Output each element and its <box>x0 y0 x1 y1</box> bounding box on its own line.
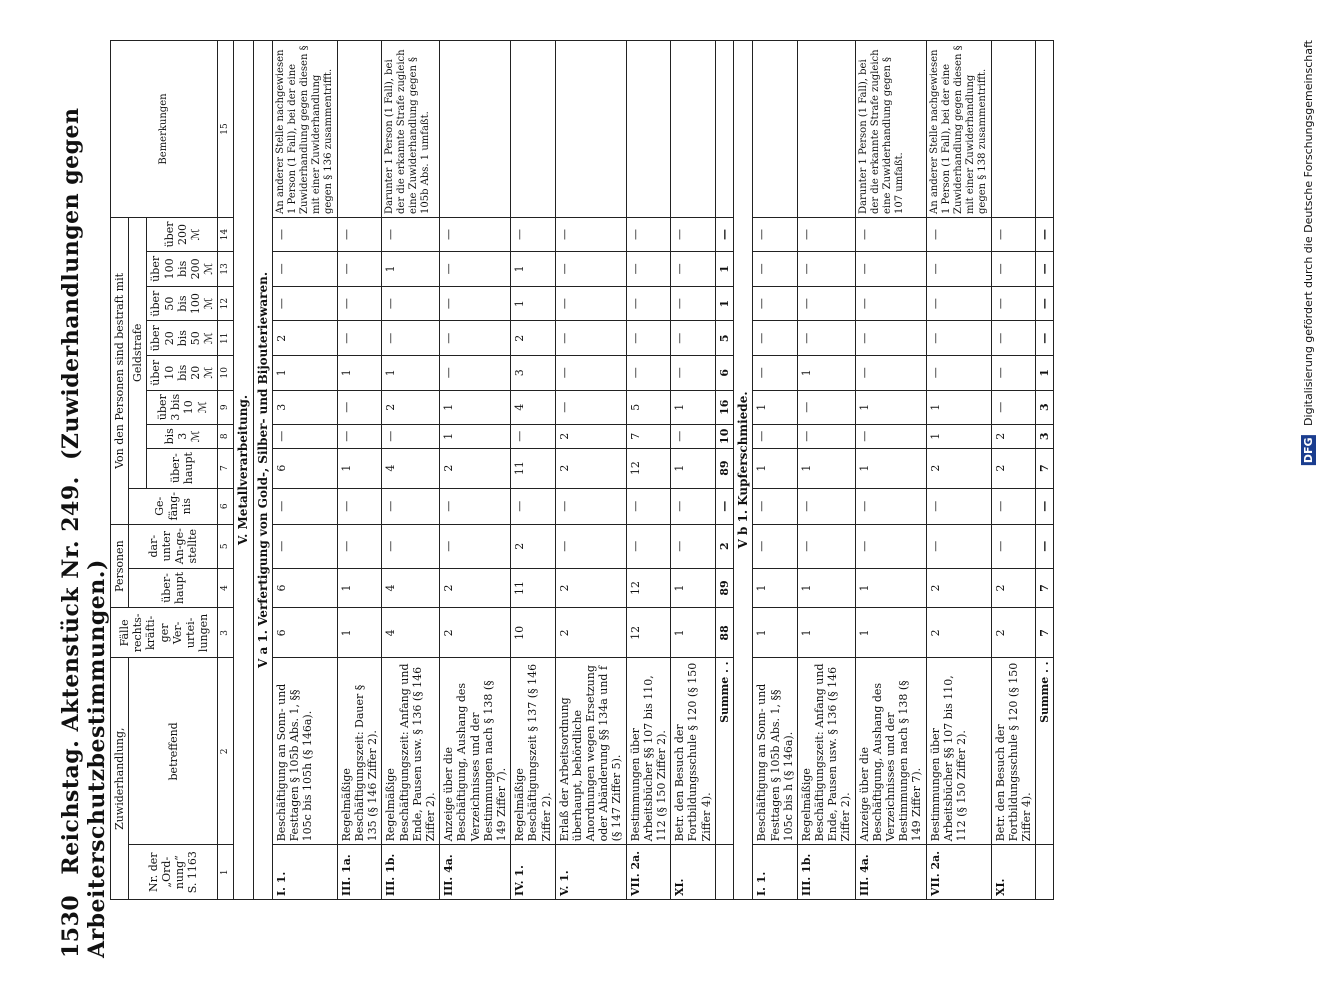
colnum: 7 <box>218 448 234 488</box>
row-value-c7: 2 <box>926 448 991 488</box>
page-header <box>58 0 110 958</box>
colnum: 9 <box>218 390 234 424</box>
row-description: Regelmäßige Beschäftigungszeit § 137 (§ 146 Ziffer 2). <box>511 658 556 845</box>
row-value-c4: 1 <box>753 568 798 608</box>
col-g1: bis 3 ℳ <box>147 424 218 448</box>
row-value-c4: 2 <box>926 568 991 608</box>
row-remark <box>440 41 511 218</box>
table-row <box>511 41 556 900</box>
row-remark <box>753 41 798 218</box>
sum-remark-empty <box>1036 41 1054 218</box>
row-value-c14: — <box>555 218 626 252</box>
row-description: Bestimmungen über Arbeitsbücher §§ 107 bis 110, 112 (§ 150 Ziffer 2). <box>626 658 671 845</box>
row-remark <box>626 41 671 218</box>
row-value-c10: — <box>555 356 626 391</box>
table-row <box>671 41 716 900</box>
row-value-c12: — <box>926 286 991 321</box>
row-value-c13: 1 <box>382 251 440 286</box>
row-value-c13: — <box>671 251 716 286</box>
row-value-c3: 1 <box>797 608 855 658</box>
row-value-c3: 1 <box>753 608 798 658</box>
row-value-c11: — <box>926 321 991 356</box>
row-value-c12: — <box>991 286 1036 321</box>
row-value-c3: 1 <box>671 608 716 658</box>
row-value-c10: 1 <box>272 356 337 391</box>
row-value-c10: 1 <box>382 356 440 391</box>
row-value-c13: — <box>991 251 1036 286</box>
row-value-c8: — <box>337 424 382 448</box>
row-value-c7: 2 <box>555 448 626 488</box>
row-value-c4: 1 <box>855 568 926 608</box>
colnum: 10 <box>218 356 234 391</box>
table-row <box>382 41 440 900</box>
row-remark <box>555 41 626 218</box>
row-value-c8: — <box>855 424 926 448</box>
sum-value-c7: 7 <box>1036 448 1054 488</box>
row-remark <box>991 41 1036 218</box>
row-code: I. 1. <box>753 845 798 900</box>
section-heading: V. Metallverarbeitung. <box>234 41 253 900</box>
row-value-c6: — <box>382 488 440 524</box>
row-remark <box>511 41 556 218</box>
row-value-c6: — <box>797 488 855 524</box>
row-code: III. 4a. <box>855 845 926 900</box>
row-value-c11: 2 <box>511 321 556 356</box>
col-geld-ueberhaupt: über-haupt <box>147 448 218 488</box>
table-row <box>555 41 626 900</box>
row-value-c5: — <box>797 524 855 568</box>
row-value-c5: — <box>382 524 440 568</box>
document-subtitle: (Zuwiderhandlungen gegen Arbeiterschutzbestimmungen.) <box>58 107 110 958</box>
col-g2: über 3 bis 10 ℳ <box>147 390 218 424</box>
row-value-c9: 1 <box>440 390 511 424</box>
col-personen: Personen <box>111 524 129 608</box>
sum-value-c4: 89 <box>715 568 733 608</box>
row-value-c5: — <box>855 524 926 568</box>
row-value-c9: — <box>337 390 382 424</box>
page-number: 1530 <box>58 894 84 958</box>
sum-value-c11: — <box>1036 321 1054 356</box>
row-code: III. 1b. <box>382 845 440 900</box>
row-value-c12: — <box>671 286 716 321</box>
row-value-c11: — <box>671 321 716 356</box>
colnum: 11 <box>218 321 234 356</box>
col-faelle: Fälle rechts-kräfti-ger Ver-urtei-lungen <box>111 608 218 658</box>
row-description: Betr. den Besuch der Fortbildungsschule § 120 (§ 150 Ziffer 4). <box>991 658 1036 845</box>
row-description: Erlaß der Arbeitsordnung überhaupt, behördliche Anordnungen wegen Ersetzung oder Abänderung §§ 134a und f (§ 147 Ziffer 5). <box>555 658 626 845</box>
row-value-c11: — <box>991 321 1036 356</box>
colnum: 1 <box>218 845 234 900</box>
col-nr: Nr. der „Ord-nung“ S. 1163 <box>129 845 218 900</box>
sum-value-c7: 89 <box>715 448 733 488</box>
table-row <box>272 41 337 900</box>
row-value-c7: 1 <box>797 448 855 488</box>
colnum: 3 <box>218 608 234 658</box>
row-value-c10: — <box>440 356 511 391</box>
row-value-c14: — <box>753 218 798 252</box>
row-value-c10: 3 <box>511 356 556 391</box>
row-remark: Darunter 1 Person (1 Fall), bei der die erkannte Strafe zugleich eine Zuwiderhandlung gegen § 107 umfaßt. <box>855 41 926 218</box>
row-remark <box>671 41 716 218</box>
row-value-c3: 1 <box>337 608 382 658</box>
sum-value-c3: 7 <box>1036 608 1054 658</box>
row-value-c9: 1 <box>926 390 991 424</box>
row-value-c7: 6 <box>272 448 337 488</box>
col-g5: über 50 bis 100 ℳ <box>147 286 218 321</box>
row-value-c9: 1 <box>753 390 798 424</box>
row-value-c4: 2 <box>555 568 626 608</box>
row-value-c4: 1 <box>671 568 716 608</box>
row-value-c4: 1 <box>797 568 855 608</box>
row-value-c14: — <box>382 218 440 252</box>
table-row <box>926 41 991 900</box>
sum-row <box>715 41 733 900</box>
sum-value-c11: 5 <box>715 321 733 356</box>
sum-label: Summe . . <box>1036 658 1054 845</box>
document-title: Reichstag. Aktenstück Nr. 249. <box>58 476 84 875</box>
row-value-c12: — <box>555 286 626 321</box>
row-value-c5: — <box>753 524 798 568</box>
colnum: 4 <box>218 568 234 608</box>
row-value-c3: 6 <box>272 608 337 658</box>
row-value-c14: — <box>272 218 337 252</box>
sum-empty <box>1036 845 1054 900</box>
colnum: 15 <box>218 41 234 218</box>
row-value-c14: — <box>926 218 991 252</box>
row-value-c13: — <box>926 251 991 286</box>
col-g3: über 10 bis 20 ℳ <box>147 356 218 391</box>
row-value-c7: 1 <box>753 448 798 488</box>
column-number-row <box>218 41 234 900</box>
row-code: III. 1a. <box>337 845 382 900</box>
row-value-c11: — <box>555 321 626 356</box>
sum-value-c5: 2 <box>715 524 733 568</box>
row-value-c9: — <box>555 390 626 424</box>
row-value-c8: 1 <box>926 424 991 448</box>
row-value-c12: — <box>440 286 511 321</box>
row-value-c9: 2 <box>382 390 440 424</box>
row-value-c11: — <box>440 321 511 356</box>
sum-value-c3: 88 <box>715 608 733 658</box>
col-geldstrafe: Geldstrafe <box>129 218 147 489</box>
col-g7: über 200 ℳ <box>147 218 218 252</box>
dfg-side-note <box>1301 40 1316 465</box>
row-value-c6: — <box>753 488 798 524</box>
row-value-c14: — <box>797 218 855 252</box>
row-value-c9: 1 <box>855 390 926 424</box>
row-value-c3: 2 <box>555 608 626 658</box>
row-value-c5: — <box>626 524 671 568</box>
row-value-c7: 1 <box>337 448 382 488</box>
row-value-c4: 12 <box>626 568 671 608</box>
row-value-c3: 12 <box>626 608 671 658</box>
col-von-den-personen: Von den Personen sind bestraft mit <box>111 218 129 525</box>
row-code: XI. <box>671 845 716 900</box>
colnum: 14 <box>218 218 234 252</box>
row-value-c3: 1 <box>855 608 926 658</box>
row-value-c6: — <box>626 488 671 524</box>
row-remark: An anderer Stelle nachgewiesen 1 Person (1 Fall), bei der eine Zuwiderhandlung gegen diesen § mit einer Zuwiderhandlung gegen § 136 zusammentrifft. <box>272 41 337 218</box>
row-value-c6: — <box>855 488 926 524</box>
row-value-c3: 2 <box>440 608 511 658</box>
row-value-c4: 11 <box>511 568 556 608</box>
sum-value-c13: — <box>1036 251 1054 286</box>
row-value-c7: 4 <box>382 448 440 488</box>
row-value-c10: — <box>926 356 991 391</box>
row-value-c7: 12 <box>626 448 671 488</box>
row-value-c8: — <box>671 424 716 448</box>
row-value-c10: — <box>671 356 716 391</box>
sum-value-c14: — <box>715 218 733 252</box>
row-value-c6: — <box>555 488 626 524</box>
sum-label: Summe . . <box>715 658 733 845</box>
row-value-c9: 4 <box>511 390 556 424</box>
row-value-c12: — <box>337 286 382 321</box>
table-row <box>753 41 798 900</box>
row-value-c14: — <box>671 218 716 252</box>
row-value-c3: 2 <box>991 608 1036 658</box>
row-code: VII. 2a. <box>926 845 991 900</box>
row-value-c8: 7 <box>626 424 671 448</box>
sum-value-c10: 1 <box>1036 356 1054 391</box>
row-value-c12: — <box>272 286 337 321</box>
row-value-c4: 1 <box>337 568 382 608</box>
table-row <box>440 41 511 900</box>
row-value-c9: 1 <box>671 390 716 424</box>
row-code: V. 1. <box>555 845 626 900</box>
row-value-c10: — <box>855 356 926 391</box>
row-description: Bestimmungen über Arbeitsbücher §§ 107 bis 110, 112 (§ 150 Ziffer 2). <box>926 658 991 845</box>
row-value-c10: — <box>753 356 798 391</box>
row-value-c4: 4 <box>382 568 440 608</box>
row-value-c6: — <box>337 488 382 524</box>
table-row <box>626 41 671 900</box>
row-code: III. 4a. <box>440 845 511 900</box>
row-code: VII. 2a. <box>626 845 671 900</box>
table-row <box>337 41 382 900</box>
row-value-c6: — <box>991 488 1036 524</box>
row-value-c4: 6 <box>272 568 337 608</box>
sum-value-c8: 3 <box>1036 424 1054 448</box>
sum-value-c14: — <box>1036 218 1054 252</box>
row-remark <box>797 41 855 218</box>
row-code: I. 1. <box>272 845 337 900</box>
row-remark: An anderer Stelle nachgewiesen 1 Person (1 Fall), bei der eine Zuwiderhandlung gegen diesen § mit einer Zuwiderhandlung gegen § 138 zusammentrifft. <box>926 41 991 218</box>
row-value-c10: — <box>626 356 671 391</box>
col-zuwiderhandlung: Zuwiderhandlung, <box>111 658 129 900</box>
row-value-c11: 2 <box>272 321 337 356</box>
table-row <box>855 41 926 900</box>
table-row <box>991 41 1036 900</box>
col-g6: über 100 bis 200 ℳ <box>147 251 218 286</box>
colnum: 6 <box>218 488 234 524</box>
row-value-c14: — <box>511 218 556 252</box>
row-value-c8: — <box>272 424 337 448</box>
col-bemerkungen: Bemerkungen <box>111 41 218 218</box>
sum-value-c9: 3 <box>1036 390 1054 424</box>
row-value-c8: 2 <box>555 424 626 448</box>
row-value-c13: 1 <box>511 251 556 286</box>
row-value-c11: — <box>753 321 798 356</box>
table-row <box>797 41 855 900</box>
row-value-c9: 5 <box>626 390 671 424</box>
col-gefaengnis: Ge-fäng-nis <box>129 488 218 524</box>
row-value-c7: 1 <box>671 448 716 488</box>
sum-remark-empty <box>715 41 733 218</box>
row-value-c8: 1 <box>440 424 511 448</box>
colnum: 5 <box>218 524 234 568</box>
row-value-c12: — <box>626 286 671 321</box>
row-value-c8: — <box>382 424 440 448</box>
row-value-c7: 2 <box>991 448 1036 488</box>
row-value-c8: — <box>753 424 798 448</box>
row-description: Beschäftigung an Sonn- und Festtagen § 105b Abs. 1, §§ 105c bis h (§ 146a). <box>753 658 798 845</box>
col-g4: über 20 bis 50 ℳ <box>147 321 218 356</box>
row-value-c7: 11 <box>511 448 556 488</box>
sum-value-c13: 1 <box>715 251 733 286</box>
colnum: 12 <box>218 286 234 321</box>
row-value-c13: — <box>626 251 671 286</box>
dfg-note-text: Digitalisierung gefördert durch die Deutsche Forschungsgemeinschaft <box>1302 40 1315 426</box>
sum-value-c4: 7 <box>1036 568 1054 608</box>
row-value-c5: — <box>272 524 337 568</box>
row-value-c13: — <box>337 251 382 286</box>
row-value-c7: 1 <box>855 448 926 488</box>
dfg-logo: DFG <box>1302 437 1315 464</box>
sum-value-c8: 10 <box>715 424 733 448</box>
row-value-c13: — <box>440 251 511 286</box>
row-value-c3: 2 <box>926 608 991 658</box>
row-value-c5: — <box>671 524 716 568</box>
row-value-c7: 2 <box>440 448 511 488</box>
row-value-c13: — <box>272 251 337 286</box>
row-remark: Darunter 1 Person (1 Fall), bei der die erkannte Strafe zugleich eine Zuwiderhandlung gegen § 105b Abs. 1 umfaßt. <box>382 41 440 218</box>
row-value-c12: — <box>855 286 926 321</box>
section-a-body <box>234 41 734 900</box>
colnum: 13 <box>218 251 234 286</box>
section-subheading: V b 1. Kupferschmiede. <box>733 41 752 900</box>
row-code: XI. <box>991 845 1036 900</box>
row-value-c6: — <box>511 488 556 524</box>
row-value-c10: — <box>991 356 1036 391</box>
row-value-c12: — <box>753 286 798 321</box>
row-value-c10: 1 <box>797 356 855 391</box>
row-value-c14: — <box>440 218 511 252</box>
sum-value-c9: 16 <box>715 390 733 424</box>
row-value-c6: — <box>671 488 716 524</box>
row-value-c9: — <box>991 390 1036 424</box>
row-value-c5: — <box>337 524 382 568</box>
row-description: Regelmäßige Beschäftigungszeit: Dauer § 135 (§ 146 Ziffer 2). <box>337 658 382 845</box>
row-value-c11: — <box>797 321 855 356</box>
row-description: Beschäftigung an Sonn- und Festtagen § 105b Abs. 1, §§ 105c bis 105h (§ 146a). <box>272 658 337 845</box>
row-value-c5: 2 <box>511 524 556 568</box>
row-value-c9: 3 <box>272 390 337 424</box>
colnum: 2 <box>218 658 234 845</box>
row-value-c8: — <box>797 424 855 448</box>
row-value-c11: — <box>626 321 671 356</box>
colnum: 8 <box>218 424 234 448</box>
sum-empty <box>715 845 733 900</box>
section-subheading: V a 1. Verfertigung von Gold-, Silber- und Bijouteriewaren. <box>253 41 272 900</box>
row-value-c5: — <box>991 524 1036 568</box>
sum-value-c12: 1 <box>715 286 733 321</box>
row-value-c3: 4 <box>382 608 440 658</box>
row-value-c6: — <box>440 488 511 524</box>
row-remark <box>337 41 382 218</box>
row-description: Regelmäßige Beschäftigungszeit: Anfang und Ende, Pausen usw. § 136 (§ 146 Ziffer 2). <box>382 658 440 845</box>
row-value-c14: — <box>855 218 926 252</box>
col-betreffend: betreffend <box>129 658 218 845</box>
row-value-c5: — <box>440 524 511 568</box>
row-description: Anzeige über die Beschäftigung, Aushang des Verzeichnisses und der Bestimmungen nach § 138 (§ 149 Ziffer 7). <box>855 658 926 845</box>
row-value-c11: — <box>855 321 926 356</box>
sum-value-c6: — <box>1036 488 1054 524</box>
row-value-c10: 1 <box>337 356 382 391</box>
sum-value-c6: — <box>715 488 733 524</box>
col-personen-darunter: dar-unter An-ge-stellte <box>129 524 218 568</box>
row-value-c5: — <box>926 524 991 568</box>
row-value-c14: — <box>626 218 671 252</box>
sum-value-c5: — <box>1036 524 1054 568</box>
row-code: III. 1b. <box>797 845 855 900</box>
row-description: Betr. den Besuch der Fortbildungsschule § 120 (§ 150 Ziffer 4). <box>671 658 716 845</box>
sum-value-c12: — <box>1036 286 1054 321</box>
row-description: Regelmäßige Beschäftigungszeit: Anfang und Ende, Pausen usw. § 136 (§ 146 Ziffer 2). <box>797 658 855 845</box>
row-value-c8: — <box>511 424 556 448</box>
row-value-c11: — <box>337 321 382 356</box>
row-value-c14: — <box>337 218 382 252</box>
row-value-c3: 10 <box>511 608 556 658</box>
row-value-c6: — <box>926 488 991 524</box>
row-value-c12: 1 <box>511 286 556 321</box>
row-value-c8: 2 <box>991 424 1036 448</box>
row-description: Anzeige über die Beschäftigung, Aushang des Verzeichnisses und der Bestimmungen nach § 138 (§ 149 Ziffer 7). <box>440 658 511 845</box>
row-value-c13: — <box>753 251 798 286</box>
row-value-c5: — <box>555 524 626 568</box>
row-value-c9: — <box>797 390 855 424</box>
row-value-c12: — <box>382 286 440 321</box>
row-code: IV. 1. <box>511 845 556 900</box>
section-b-body <box>733 41 1053 900</box>
row-value-c4: 2 <box>440 568 511 608</box>
row-value-c14: — <box>991 218 1036 252</box>
sum-value-c10: 6 <box>715 356 733 391</box>
row-value-c13: — <box>855 251 926 286</box>
sum-row <box>1036 41 1054 900</box>
row-value-c13: — <box>555 251 626 286</box>
row-value-c12: — <box>797 286 855 321</box>
row-value-c11: — <box>382 321 440 356</box>
row-value-c4: 2 <box>991 568 1036 608</box>
col-personen-ueberhaupt: über-haupt <box>129 568 218 608</box>
statistics-table <box>110 40 1054 900</box>
row-value-c6: — <box>272 488 337 524</box>
row-value-c13: — <box>797 251 855 286</box>
